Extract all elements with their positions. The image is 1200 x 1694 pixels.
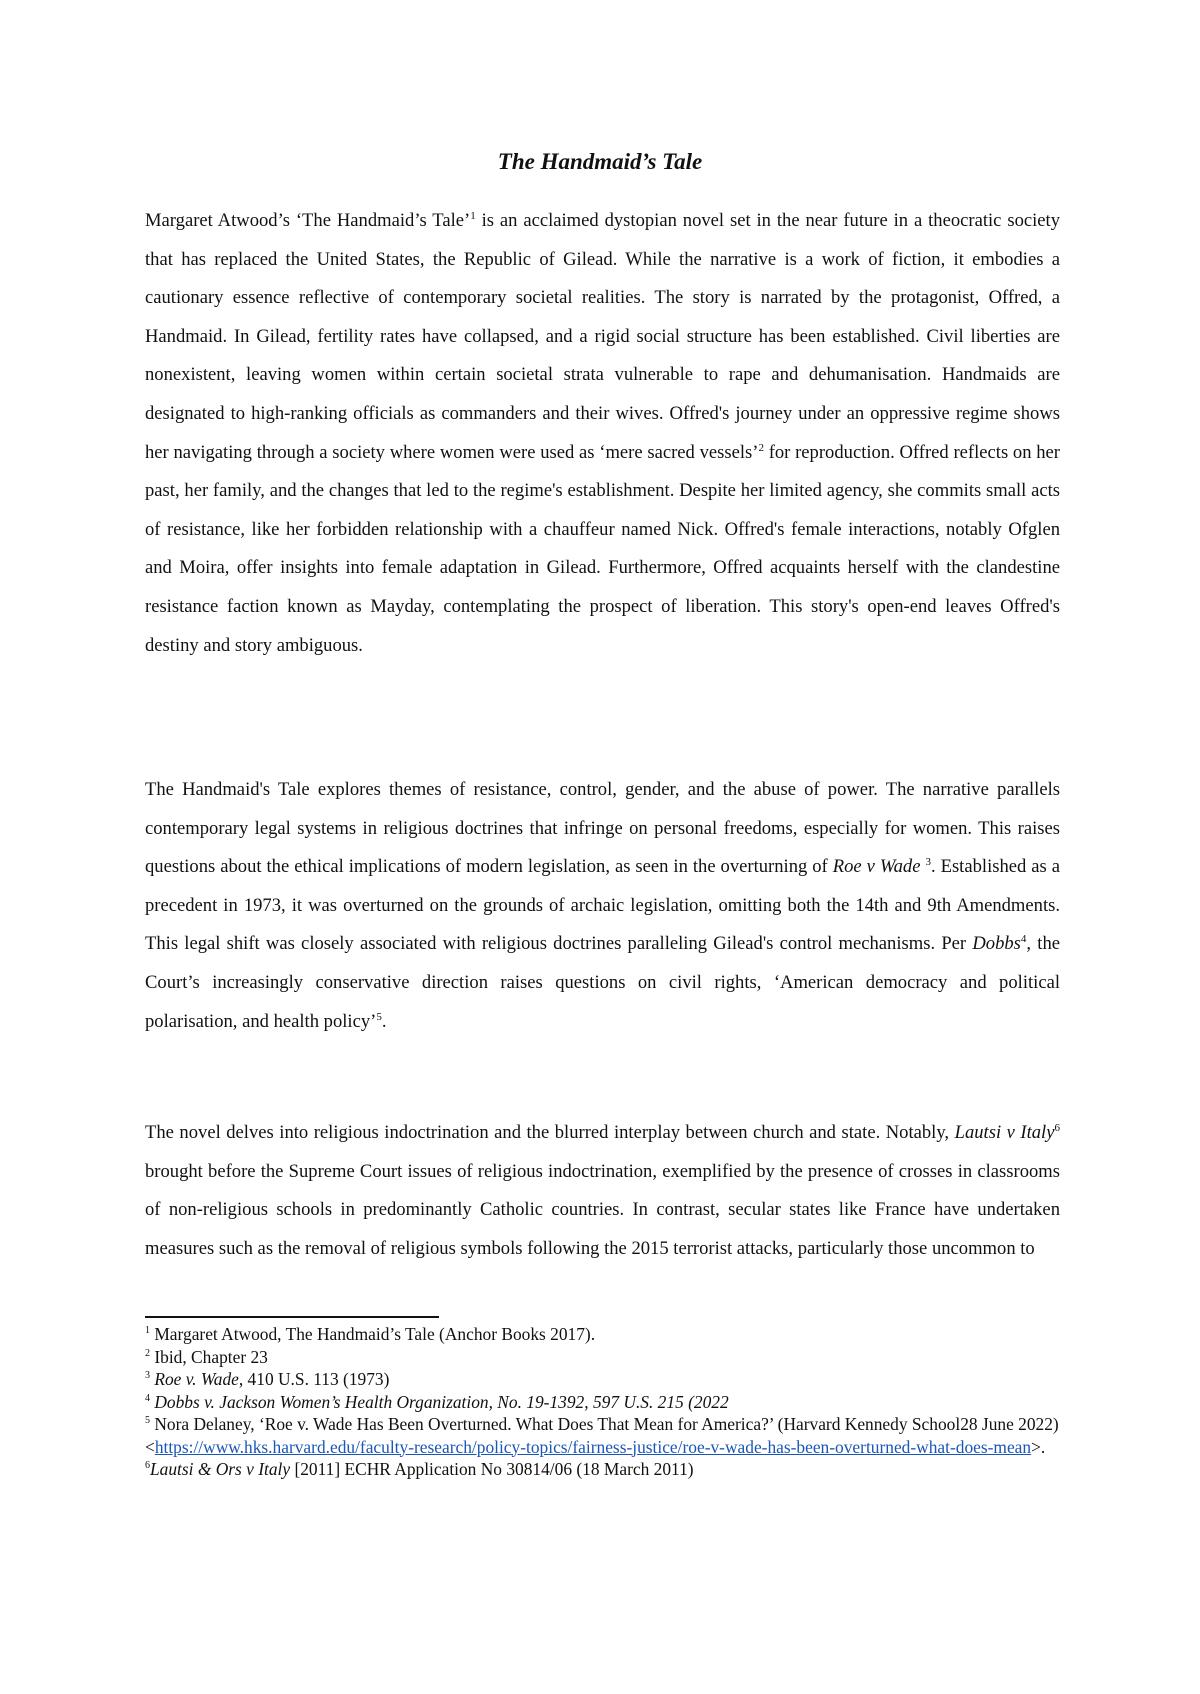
footnote-case-name: Roe v. Wade bbox=[150, 1369, 239, 1389]
paragraph-text: brought before the Supreme Court issues of religious indoctrination, exemplified by the presence of crosses in classrooms of non-religious schools in predominantly Catholic countries. In contrast, secular states like France have undertaken measures such as the removal of religious symbols following the 2015 terrorist attacks, particularly those uncommon to bbox=[145, 1160, 1060, 1259]
footnote-text: [2011] ECHR Application No 30814/06 (18 March 2011) bbox=[290, 1459, 694, 1479]
paragraph-2 bbox=[145, 771, 1060, 1041]
footnote-number: 6 bbox=[145, 1460, 150, 1472]
footnote-case-name: Dobbs v. Jackson Women’s Health Organization, No. 19-1392, 597 U.S. 215 (2022 bbox=[150, 1391, 729, 1412]
footnote-ref-5[interactable]: 5 bbox=[376, 1010, 382, 1023]
footnote-number: 4 bbox=[145, 1392, 150, 1404]
footnote-text: Margaret Atwood, The Handmaid’s Tale (Anchor Books 2017). bbox=[150, 1324, 596, 1344]
paragraph-1 bbox=[145, 202, 1060, 665]
paragraph-text: , the Court’s increasingly conservative direction raises questions on civil rights, ‘American democracy and political polarisation, and health policy’ bbox=[145, 933, 1060, 1032]
page-title: The Handmaid’s Tale bbox=[497, 149, 703, 174]
link-bracket-close: >. bbox=[1031, 1436, 1046, 1457]
footnote-3 bbox=[145, 1368, 1060, 1391]
footnote-text: , 410 U.S. 113 (1973) bbox=[238, 1369, 390, 1389]
footnote-number: 1 bbox=[145, 1325, 150, 1337]
footnote-ref-4[interactable]: 4 bbox=[1020, 933, 1027, 946]
footnote-case-name: Lautsi & Ors v Italy bbox=[150, 1459, 291, 1479]
link-bracket-open: < bbox=[145, 1436, 155, 1457]
case-name-roe-v-wade: Roe v Wade bbox=[832, 856, 921, 878]
paragraph-text: The novel delves into religious indoctrination and the blurred interplay between church and state. Notably, bbox=[145, 1122, 955, 1143]
footnote-number: 2 bbox=[145, 1347, 150, 1359]
paragraph-text: . Established as a precedent in 1973, it was overturned on the grounds of archaic legislation, omitting both the 14th and 9th Amendments. This legal shift was closely associated with religious doctrines paralleling Gilead's control mechanisms. Per bbox=[145, 856, 1061, 955]
case-name-dobbs: Dobbs bbox=[972, 933, 1021, 955]
paragraph-text: The Handmaid's Tale explores themes of resistance, control, gender, and the abuse of power. The narrative parallels contemporary legal systems in religious doctrines that infringe on personal freedoms, especially for women. This raises questions about the ethical implications of modern legislation, as seen in the overturning of bbox=[145, 779, 1060, 878]
footnote-separator bbox=[145, 1316, 439, 1318]
footnote-1 bbox=[145, 1323, 1060, 1346]
paragraph-3 bbox=[145, 1114, 1060, 1268]
paragraph-text: . bbox=[381, 1010, 387, 1032]
footnote-text: Ibid, Chapter 23 bbox=[150, 1346, 268, 1367]
footnote-number: 5 bbox=[145, 1415, 150, 1427]
footnote-ref-3[interactable]: 3 bbox=[925, 856, 931, 868]
footnote-5 bbox=[145, 1413, 1060, 1458]
case-name-lautsi-v-italy: Lautsi v Italy bbox=[954, 1122, 1055, 1143]
footnote-url-link[interactable]: https://www.hks.harvard.edu/faculty-research/policy-topics/fairness-justice/roe-v-wade-has-been-overturned-what-does-mean bbox=[154, 1436, 1032, 1457]
footnote-ref-6[interactable]: 6 bbox=[1054, 1121, 1060, 1134]
footnote-2 bbox=[145, 1346, 1060, 1369]
footnotes bbox=[145, 1323, 1060, 1481]
paragraph-text: is an acclaimed dystopian novel set in the near future in a theocratic society that has replaced the United States, the Republic of Gilead. While the narrative is a work of fiction, it embodies a cautionary essence reflective of contemporary societal realities. The story is narrated by the protagonist, Offred, a Handmaid. In Gilead, fertility rates have collapsed, and a rigid social structure has been established. Civil liberties are nonexistent, leaving women within certain societal strata vulnerable to rape and dehumanisation. Handmaids are designated to high-ranking officials as commanders and their wives. Offred's journey under an oppressive regime shows her navigating through a society where women were used as ‘mere sacred vessels’ bbox=[145, 210, 1060, 463]
footnote-ref-1[interactable]: 1 bbox=[470, 209, 476, 222]
footnote-4 bbox=[145, 1391, 1060, 1414]
paragraph-text: Margaret Atwood’s ‘The Handmaid’s Tale’ bbox=[145, 210, 471, 231]
paragraph-text: for reproduction. Offred reflects on her past, her family, and the changes that led to the regime's establishment. Despite her limited agency, she commits small acts of resistance, like her forbidden relationship with a chauffeur named Nick. Offred's female interactions, notably Ofglen and Moira, offer insights into female adaptation in Gilead. Furthermore, Offred acquaints herself with the clandestine resistance faction known as Mayday, contemplating the prospect of liberation. This story's open-end leaves Offred's destiny and story ambiguous. bbox=[145, 441, 1060, 656]
footnote-ref-2[interactable]: 2 bbox=[758, 441, 764, 454]
footnote-text: Nora Delaney, ‘Roe v. Wade Has Been Overturned. What Does That Mean for America?’ (Harvard Kennedy School28 June 2022) bbox=[150, 1414, 1059, 1434]
footnote-number: 3 bbox=[145, 1370, 150, 1382]
footnote-6 bbox=[145, 1458, 1060, 1481]
